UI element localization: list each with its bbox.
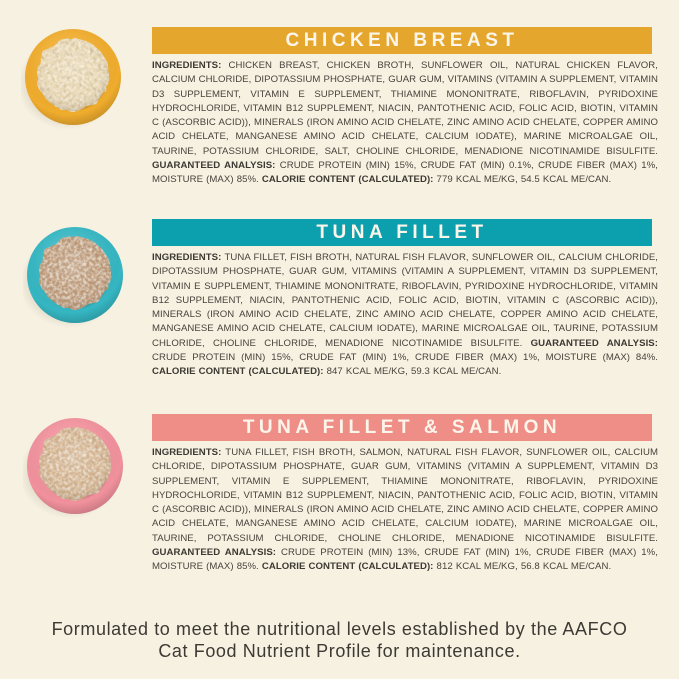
tuna-salmon-plate-image: [23, 415, 127, 519]
product-details: [152, 251, 658, 380]
calorie-content-text: 779 KCAL ME/KG, 54.5 KCAL ME/CAN.: [433, 174, 612, 186]
product-details: [152, 59, 658, 188]
product-details: [152, 446, 658, 575]
calorie-content-label: CALORIE CONTENT (CALCULATED):: [261, 561, 434, 573]
food-shading: [39, 237, 111, 309]
product-title: CHICKEN BREAST: [285, 29, 519, 51]
guaranteed-analysis-text: CRUDE PROTEIN (MIN) 15%, CRUDE FAT (MIN) 1%, CRUDE FIBER (MAX) 1%, MOISTURE (MAX) 84%.: [152, 352, 658, 364]
guaranteed-analysis-label: GUARANTEED ANALYSIS:: [152, 547, 277, 559]
product-title-bar: [152, 219, 652, 246]
calorie-content-text: 812 KCAL ME/KG, 56.8 KCAL ME/CAN.: [433, 561, 612, 573]
tuna-fillet-plate-image: [23, 224, 127, 328]
calorie-content-label: CALORIE CONTENT (CALCULATED):: [152, 366, 324, 378]
food-shading: [39, 428, 111, 500]
ingredients-text: TUNA FILLET, FISH BROTH, SALMON, NATURAL FISH FLAVOR, SUNFLOWER OIL, CALCIUM CHLORIDE, DIPOTASSIUM PHOSPHATE, GUAR GUM, VITAMINS (VITAMIN A SUPPLEMENT, VITAMIN D3 SUPPLEMENT, VITAMIN E SUPPLEMENT, THIAMINE MONONITRATE, RIBOFLAVIN, PYRIDOXINE HYDROCHLORIDE, VITAMIN B12 SUPPLEMENT, NIACIN, PANTOTHENIC ACID, FOLIC ACID, BIOTIN, VITAMIN C (ASCORBIC ACID)), MINERALS (IRON AMINO ACID CHELATE, ZINC AMINO ACID CHELATE, COPPER AMINO ACID CHELATE, MANGANESE AMINO ACID CHELATE, CALCIUM IODATE), MARINE MICROALGAE OIL, TAURINE, POTASSIUM CHLORIDE, CHOLINE CHLORIDE, MENADIONE NICOTINAMIDE BISULFITE.: [152, 447, 658, 544]
product-title-bar: [152, 414, 652, 441]
ingredients-text: CHICKEN BREAST, CHICKEN BROTH, SUNFLOWER OIL, NATURAL CHICKEN FLAVOR, CALCIUM CHLORIDE, DIPOTASSIUM PHOSPHATE, GUAR GUM, VITAMINS (VITAMIN A SUPPLEMENT, VITAMIN D3 SUPPLEMENT, VITAMIN E SUPPLEMENT, THIAMINE MONONITRATE, RIBOFLAVIN, PYRIDOXINE HYDROCHLORIDE, VITAMIN B12 SUPPLEMENT, NIACIN, PANTOTHENIC ACID, FOLIC ACID, BIOTIN, VITAMIN C (ASCORBIC ACID)), MINERALS (IRON AMINO ACID CHELATE, ZINC AMINO ACID CHELATE, COPPER AMINO ACID CHELATE, MANGANESE AMINO ACID CHELATE, CALCIUM IODATE), MARINE MICROALGAE OIL, TAURINE, POTASSIUM CHLORIDE, SALT, CHOLINE CHLORIDE, MENADIONE NICOTINAMIDE BISULFITE.: [152, 60, 659, 157]
ingredients-label: INGREDIENTS:: [152, 60, 222, 71]
calorie-content-text: 847 KCAL ME/KG, 59.3 KCAL ME/CAN.: [323, 366, 502, 378]
ingredients-label: INGREDIENTS:: [152, 252, 222, 263]
product-title: TUNA FILLET & SALMON: [242, 416, 562, 438]
product-title-bar: [152, 27, 652, 54]
guaranteed-analysis-label: GUARANTEED ANALYSIS:: [152, 160, 276, 172]
section-tuna-fillet-salmon: [152, 414, 658, 575]
aafco-statement-line1: Formulated to meet the nutritional levels established by the AAFCO: [51, 619, 628, 639]
section-chicken-breast: [152, 27, 658, 188]
aafco-statement-line2: Cat Food Nutrient Profile for maintenance.: [158, 640, 521, 661]
ingredients-text: TUNA FILLET, FISH BROTH, NATURAL FISH FLAVOR, SUNFLOWER OIL, CALCIUM CHLORIDE, DIPOTASSIUM PHOSPHATE, GUAR GUM, VITAMINS (VITAMIN A SUPPLEMENT, VITAMIN D3 SUPPLEMENT, VITAMIN E SUPPLEMENT, THIAMINE MONONITRATE, RIBOFLAVIN, PYRIDOXINE HYDROCHLORIDE, VITAMIN B12 SUPPLEMENT, NIACIN, PANTOTHENIC ACID, FOLIC ACID, BIOTIN, VITAMIN C (ASCORBIC ACID)), MINERALS (IRON AMINO ACID CHELATE, ZINC AMINO ACID CHELATE, COPPER AMINO ACID CHELATE, MANGANESE AMINO ACID CHELATE, CALCIUM IODATE), MARINE MICROALGAE OIL, TAURINE, POTASSIUM CHLORIDE, CHOLINE CHLORIDE, MENADIONE NICOTINAMIDE BISULFITE.: [152, 252, 658, 349]
aafco-statement: [0, 619, 679, 662]
section-tuna-fillet: [152, 219, 658, 380]
calorie-content-label: CALORIE CONTENT (CALCULATED):: [261, 174, 434, 186]
guaranteed-analysis-text: CRUDE PROTEIN (MIN) 15%, CRUDE FAT (MIN) 0.1%, CRUDE FIBER (MAX) 1%, MOISTURE (MAX) 85%.: [152, 160, 658, 186]
guaranteed-analysis-text: CRUDE PROTEIN (MIN) 13%, CRUDE FAT (MIN) 1%, CRUDE FIBER (MAX) 1%, MOISTURE (MAX) 85%.: [152, 547, 658, 573]
ingredients-label: INGREDIENTS:: [152, 447, 222, 458]
food-shading: [37, 39, 109, 111]
product-title: TUNA FILLET: [316, 221, 488, 243]
chicken-breast-plate-image: [21, 26, 125, 130]
guaranteed-analysis-label: GUARANTEED ANALYSIS:: [530, 337, 658, 349]
